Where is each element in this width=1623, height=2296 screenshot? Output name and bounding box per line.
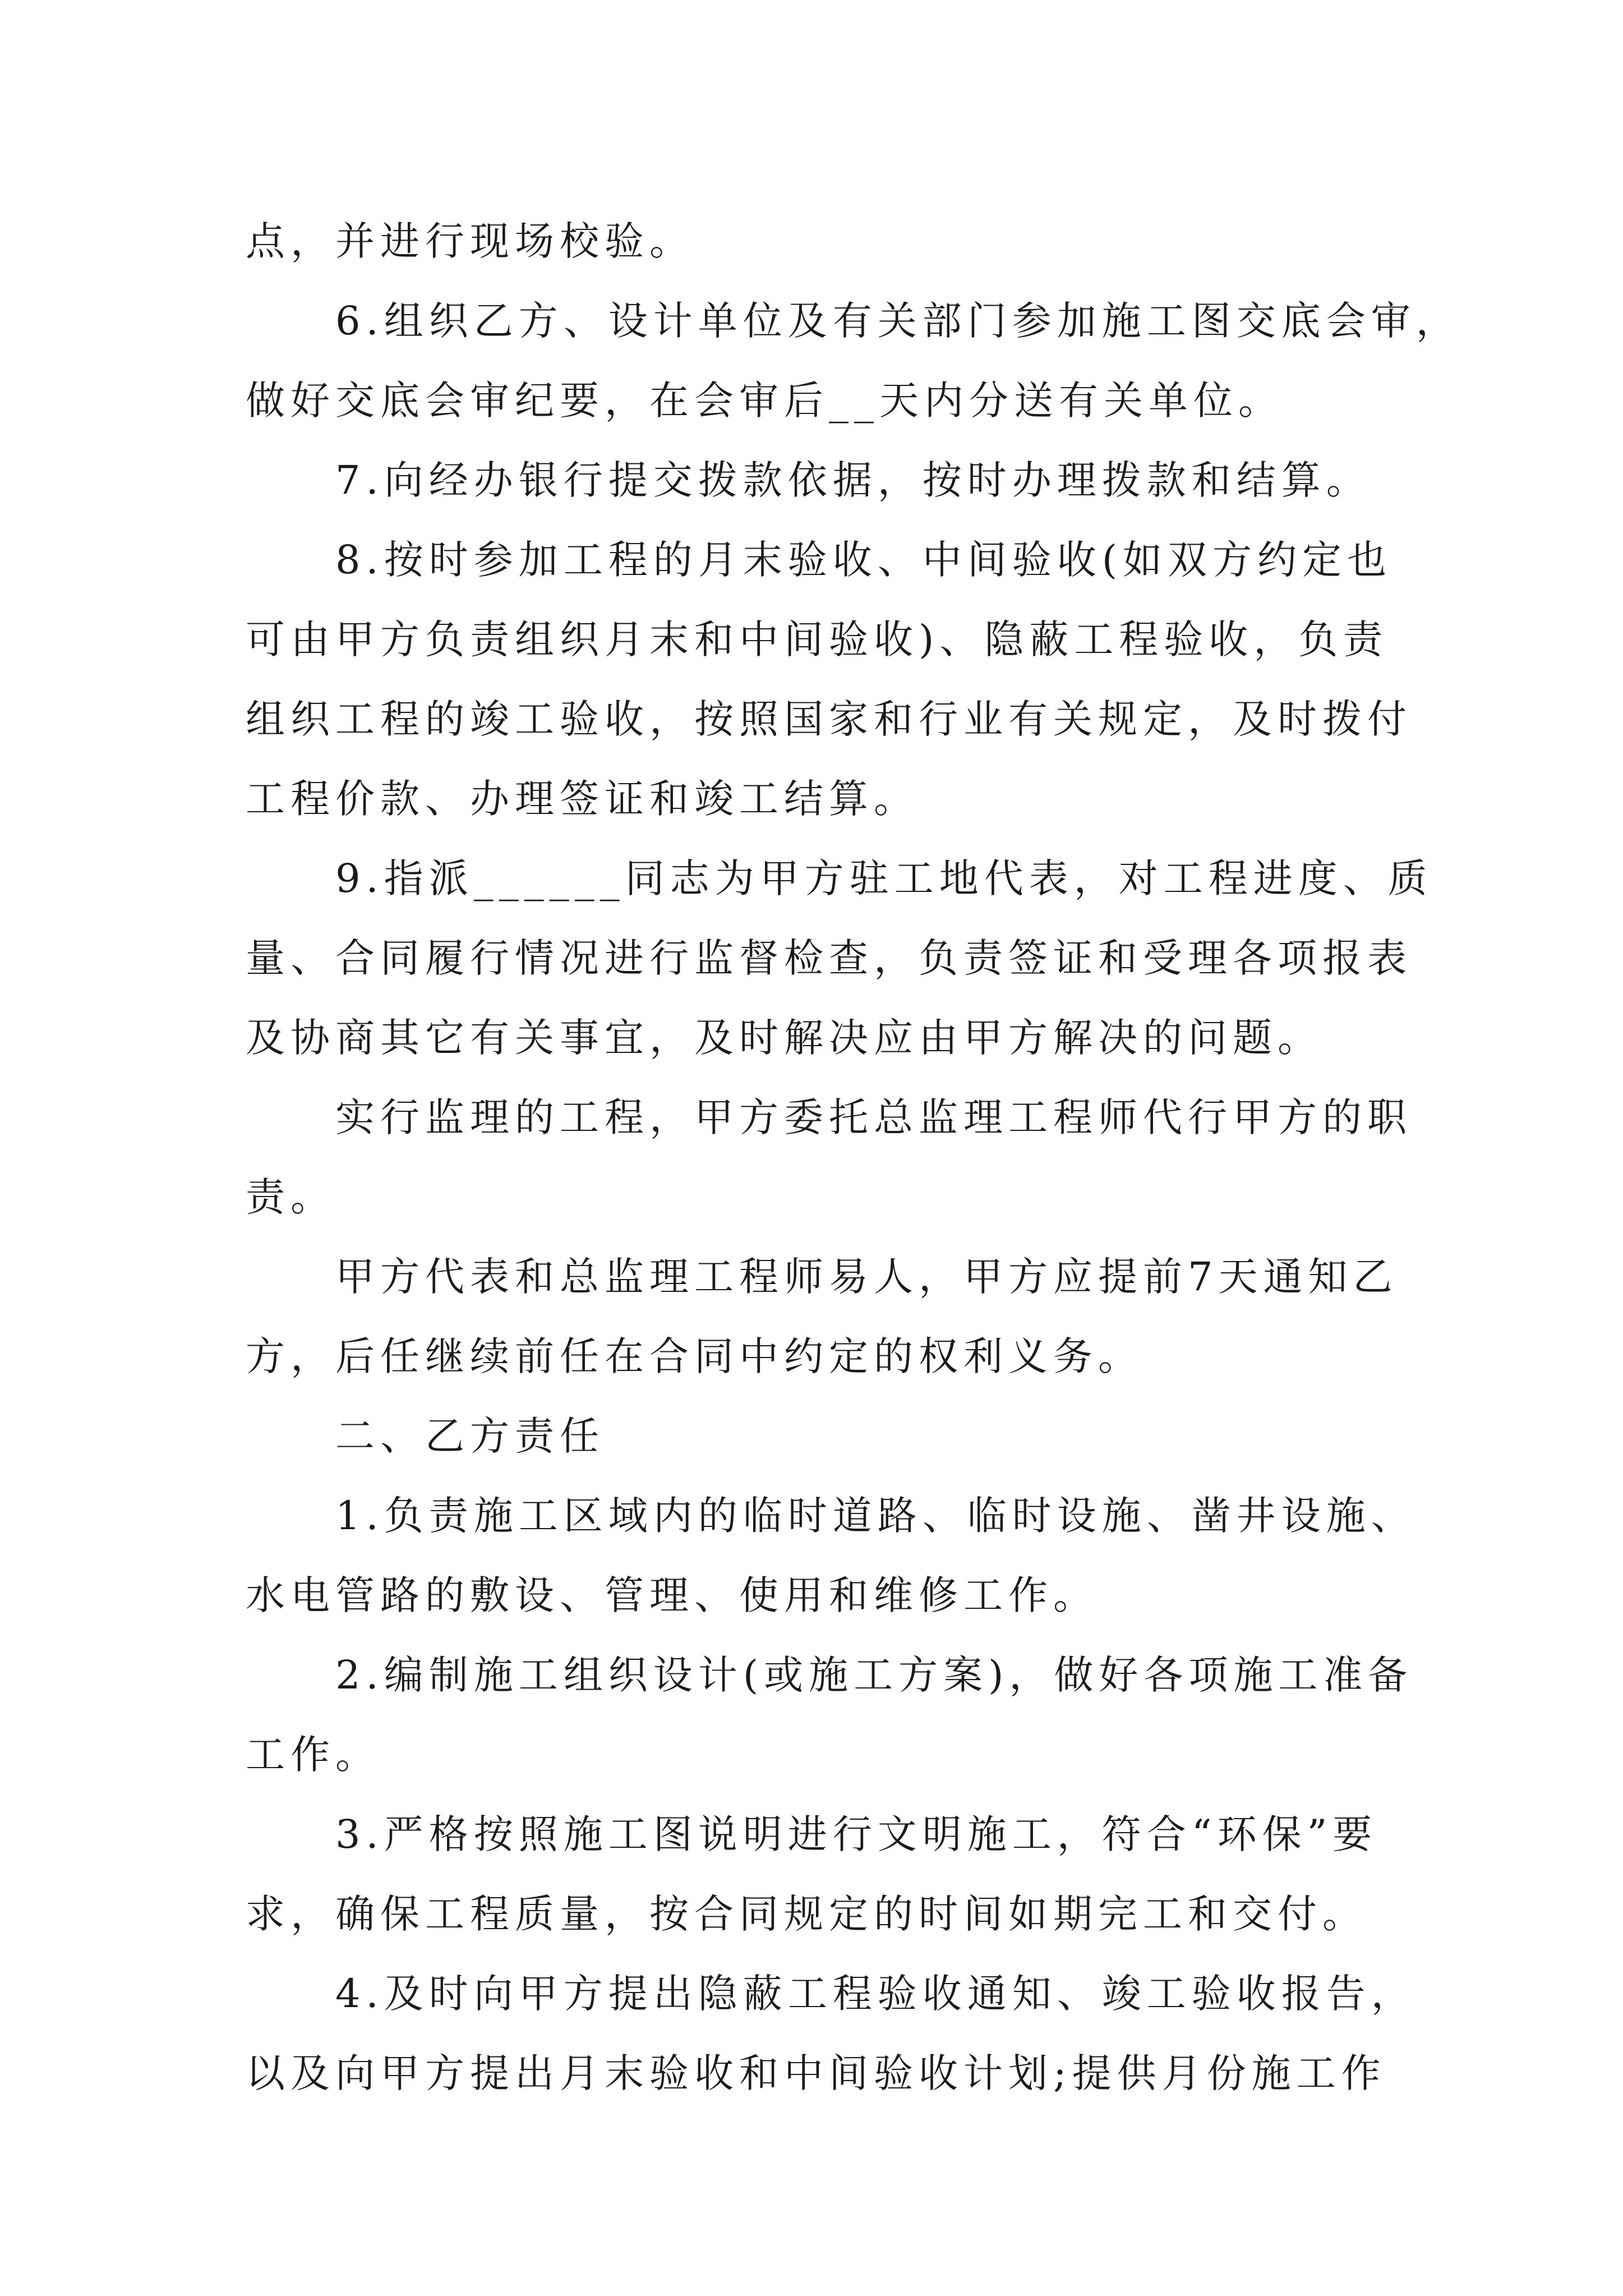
text-line: 求，确保工程质量，按合同规定的时间如期完工和交付。 — [246, 1891, 1367, 1937]
text-line: 量、合同履行情况进行监督检查，负责签证和受理各项报表 — [246, 935, 1412, 981]
section-heading: 二、乙方责任 — [335, 1413, 605, 1459]
text-line: 可由甲方负责组织月末和中间验收)、隐蔽工程验收，负责 — [246, 616, 1389, 662]
text-line: 1.负责施工区域内的临时道路、临时设施、凿井设施、 — [335, 1493, 1416, 1539]
text-line: 6.组织乙方、设计单位及有关部门参加施工图交底会审， — [335, 298, 1461, 344]
text-line: 方，后任继续前任在合同中约定的权利义务。 — [246, 1333, 1143, 1379]
text-line: 实行监理的工程，甲方委托总监理工程师代行甲方的职 — [335, 1094, 1412, 1140]
text-line: 8.按时参加工程的月末验收、中间验收(如双方约定也 — [335, 537, 1393, 583]
text-line: 工程价款、办理签证和竣工结算。 — [246, 776, 919, 822]
text-line: 责。 — [246, 1174, 335, 1220]
text-line: 水电管路的敷设、管理、使用和维修工作。 — [246, 1572, 1098, 1618]
text-line: 工作。 — [246, 1732, 380, 1778]
text-line: 9.指派______同志为甲方驻工地代表，对工程进度、质 — [335, 855, 1433, 901]
text-line: 组织工程的竣工验收，按照国家和行业有关规定，及时拨付 — [246, 696, 1412, 742]
text-line: 4.及时向甲方提出隐蔽工程验收通知、竣工验收报告， — [335, 1971, 1416, 2017]
text-line: 及协商其它有关事宜，及时解决应由甲方解决的问题。 — [246, 1015, 1322, 1061]
text-line: 7.向经办银行提交拨款依据，按时办理拨款和结算。 — [335, 457, 1371, 503]
text-line: 3.严格按照施工图说明进行文明施工，符合“环保”要 — [335, 1811, 1378, 1857]
text-line: 以及向甲方提出月末验收和中间验收计划;提供月份施工作 — [246, 2050, 1386, 2096]
text-line: 2.编制施工组织设计(或施工方案)，做好各项施工准备 — [335, 1652, 1413, 1698]
text-line: 甲方代表和总监理工程师易人，甲方应提前7天通知乙 — [335, 1254, 1398, 1300]
text-line: 点，并进行现场校验。 — [246, 218, 694, 264]
text-line: 做好交底会审纪要，在会审后__天内分送有关单位。 — [246, 378, 1283, 424]
